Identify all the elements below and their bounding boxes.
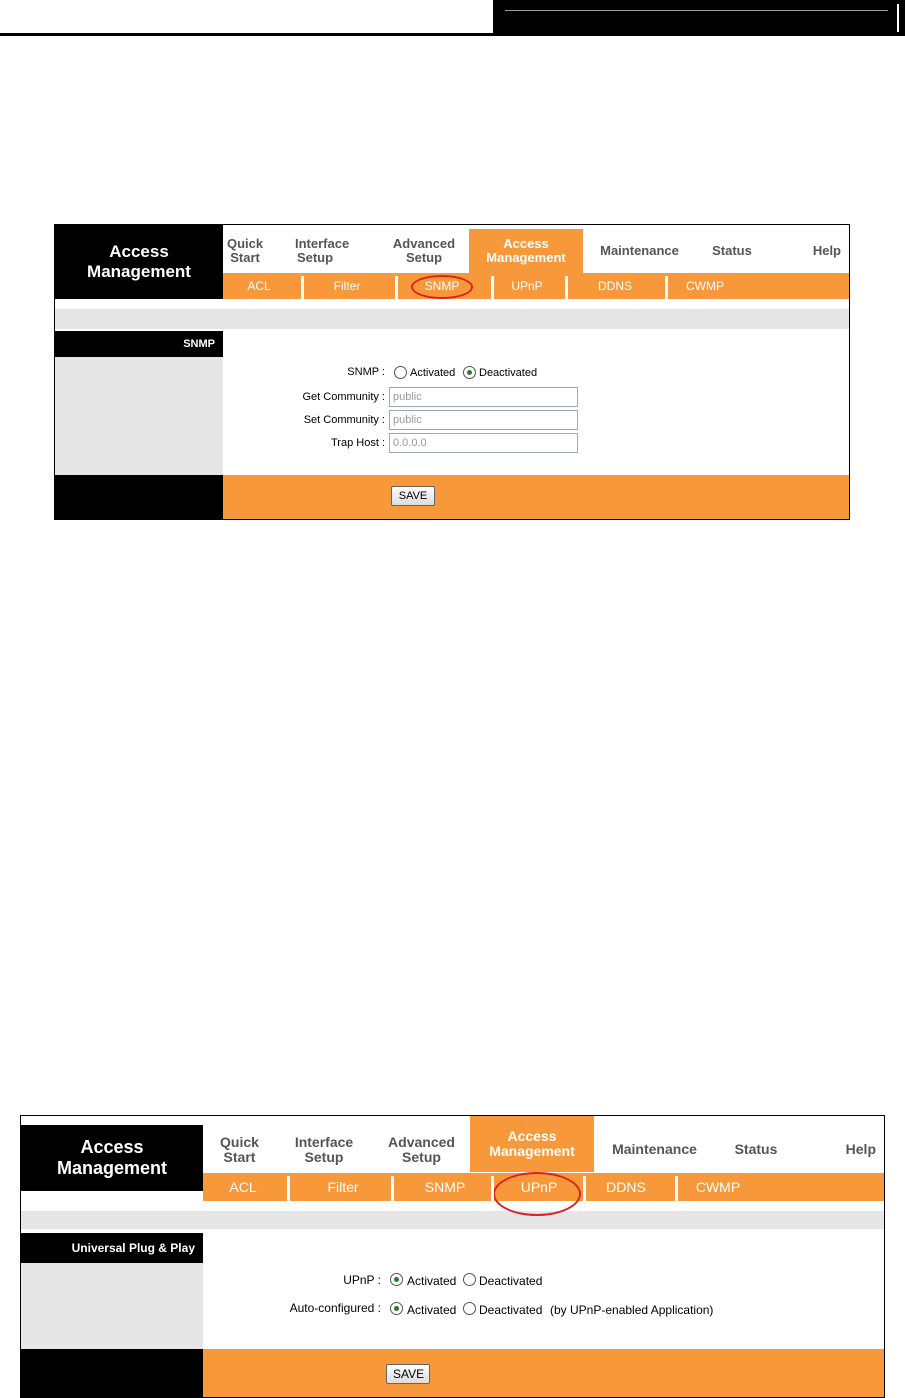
upnp-deactivated-label: Deactivated — [479, 1274, 543, 1288]
menu-item-interface-setup[interactable]: Interface Setup — [294, 1133, 354, 1165]
upnp-activated-radio[interactable] — [390, 1273, 403, 1286]
brand-title — [21, 1125, 203, 1191]
save-button[interactable]: SAVE — [391, 486, 435, 506]
brand-line-2: Management — [56, 1158, 168, 1178]
left-column — [21, 1263, 203, 1349]
tab-separator — [301, 276, 304, 300]
tab-separator — [491, 1176, 494, 1202]
autoconf-note: (by UPnP-enabled Application) — [550, 1303, 714, 1317]
tab-filter[interactable]: Filter — [333, 279, 361, 293]
snmp-deactivated-radio[interactable] — [463, 366, 476, 379]
upnp-deactivated-radio[interactable] — [463, 1273, 476, 1286]
footer-left — [55, 475, 223, 519]
menu-item-status[interactable]: Status — [712, 242, 752, 258]
menu-item-help[interactable]: Help — [845, 1141, 876, 1158]
autoconf-deactivated-radio[interactable] — [463, 1302, 476, 1315]
tab-ddns[interactable]: DDNS — [597, 279, 632, 293]
snmp-label: SNMP : — [347, 366, 385, 378]
menu-item-quick-start[interactable]: Quick Start — [227, 235, 264, 265]
menu-item-access-management[interactable]: Access Management — [470, 1116, 594, 1172]
tab-filter[interactable]: Filter — [327, 1179, 359, 1195]
get-community-input[interactable] — [389, 387, 578, 407]
footer-bar — [223, 475, 849, 519]
trap-host-input[interactable] — [389, 433, 578, 453]
menu-item-access-management[interactable]: Access Management — [469, 229, 583, 273]
page-header-end-mark — [897, 4, 899, 32]
page-header-rule — [0, 33, 493, 36]
trap-host-label: Trap Host : — [331, 437, 385, 449]
save-button[interactable]: SAVE — [386, 1364, 430, 1384]
menu-item-interface-setup[interactable]: Interface Setup — [295, 235, 350, 265]
upnp-activated-label: Activated — [407, 1274, 457, 1288]
brand-line-1: Access — [80, 1137, 144, 1158]
tab-ddns[interactable]: DDNS — [606, 1179, 646, 1195]
menu-item-help[interactable]: Help — [812, 242, 841, 258]
menu-item-maintenance[interactable]: Maintenance — [600, 242, 679, 258]
brand-line-2: Management — [87, 262, 191, 281]
get-community-label: Get Community : — [302, 391, 385, 403]
snmp-deactivated-label: Deactivated — [479, 367, 538, 379]
brand-title — [55, 225, 223, 299]
upnp-label: UPnP : — [343, 1273, 381, 1287]
left-column — [55, 357, 223, 475]
tab-upnp[interactable]: UPnP — [511, 279, 543, 293]
tab-snmp[interactable]: SNMP — [424, 1179, 466, 1195]
snmp-screenshot — [54, 224, 850, 520]
page-header-inner-rule — [505, 10, 888, 11]
tab-separator — [395, 276, 398, 300]
set-community-label: Set Community : — [303, 414, 385, 426]
tab-separator — [391, 1176, 394, 1202]
menu-item-quick-start[interactable]: Quick Start — [220, 1133, 259, 1165]
menu-item-advanced-setup[interactable]: Advanced Setup — [388, 1133, 455, 1165]
tab-separator — [675, 1176, 678, 1202]
tab-separator — [491, 276, 494, 300]
menu-item-maintenance[interactable]: Maintenance — [612, 1141, 697, 1158]
section-label: Universal Plug & Play — [21, 1233, 203, 1263]
tab-separator — [665, 276, 668, 300]
tab-separator — [287, 1176, 290, 1202]
tab-separator — [583, 1176, 586, 1202]
autoconf-activated-label: Activated — [407, 1303, 457, 1317]
title-strip — [55, 309, 849, 329]
brand-line-1: Access — [109, 242, 169, 262]
tab-snmp[interactable]: SNMP — [424, 279, 460, 293]
set-community-input[interactable] — [389, 410, 578, 430]
autoconf-deactivated-label: Deactivated — [479, 1303, 543, 1317]
upnp-screenshot — [20, 1115, 885, 1398]
autoconf-activated-radio[interactable] — [390, 1302, 403, 1315]
page-header-bar — [493, 0, 905, 36]
footer-bar — [203, 1349, 884, 1397]
tab-acl[interactable]: ACL — [229, 1179, 257, 1195]
tab-cwmp[interactable]: CWMP — [695, 1179, 741, 1195]
snmp-activated-label: Activated — [410, 367, 456, 379]
autoconf-label: Auto-configured : — [289, 1301, 381, 1315]
snmp-activated-radio[interactable] — [394, 366, 407, 379]
tab-separator — [565, 276, 568, 300]
tab-cwmp[interactable]: CWMP — [686, 279, 724, 293]
tab-upnp[interactable]: UPnP — [520, 1179, 558, 1195]
tab-acl[interactable]: ACL — [247, 279, 271, 293]
menu-item-status[interactable]: Status — [734, 1141, 778, 1158]
title-strip — [21, 1211, 884, 1229]
menu-item-advanced-setup[interactable]: Advanced Setup — [392, 235, 456, 265]
footer-left — [21, 1349, 203, 1397]
section-label: SNMP — [55, 331, 223, 357]
